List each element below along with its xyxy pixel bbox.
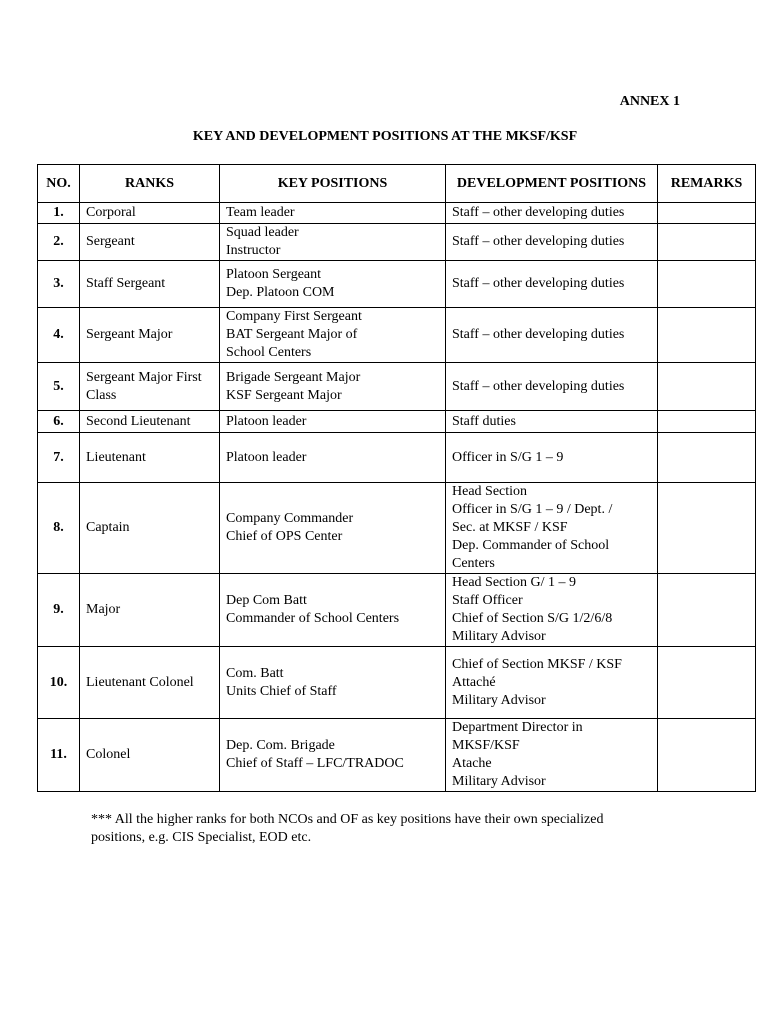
table-row (38, 433, 756, 483)
key-positions-cell (220, 647, 446, 719)
row-number: 11. (38, 719, 80, 792)
row-number: 6. (38, 411, 80, 433)
development-positions-cell-line: Military Advisor (452, 774, 546, 789)
rank-cell-line: Captain (86, 520, 130, 535)
development-positions-cell-line: MKSF/KSF (452, 738, 520, 753)
development-positions-cell (446, 203, 658, 224)
development-positions-cell (446, 363, 658, 411)
key-positions-cell-line: Chief of Staff – LFC/TRADOC (226, 756, 404, 771)
row-number: 5. (38, 363, 80, 411)
rank-cell-line: Sergeant Major First (86, 369, 202, 385)
column-header-development-positions: DEVELOPMENT POSITIONS (446, 165, 658, 203)
development-positions-cell-line: Staff – other developing duties (452, 276, 625, 291)
annex-label: ANNEX 1 (619, 94, 680, 109)
remarks-cell (658, 203, 756, 224)
development-positions-cell-line: Staff – other developing duties (452, 205, 625, 220)
key-positions-cell-line: Dep Com Batt (226, 593, 307, 608)
footnote (91, 811, 671, 847)
row-number: 7. (38, 433, 80, 483)
key-positions-cell-line: Platoon leader (226, 449, 307, 465)
row-number: 8. (38, 483, 80, 574)
development-positions-cell (446, 483, 658, 574)
table-row (38, 308, 756, 363)
column-header-no: NO. (38, 165, 80, 203)
column-header-ranks: RANKS (80, 165, 220, 203)
development-positions-cell (446, 261, 658, 308)
development-positions-cell (446, 224, 658, 261)
rank-cell-line: Lieutenant (86, 449, 146, 465)
rank-cell (80, 363, 220, 411)
remarks-cell (658, 433, 756, 483)
remarks-cell (658, 574, 756, 647)
rank-cell (80, 483, 220, 574)
key-positions-cell (220, 224, 446, 261)
table-row (38, 719, 756, 792)
remarks-cell (658, 483, 756, 574)
remarks-cell (658, 261, 756, 308)
column-header-remarks: REMARKS (658, 165, 756, 203)
table-row (38, 647, 756, 719)
table-row (38, 261, 756, 308)
development-positions-cell-line: Head Section (452, 484, 528, 499)
key-positions-cell-line: Dep. Platoon COM (226, 285, 335, 300)
row-number: 9. (38, 574, 80, 647)
key-positions-cell-line: Instructor (226, 243, 281, 258)
key-positions-cell-line: Platoon leader (226, 413, 307, 429)
development-positions-cell (446, 719, 658, 792)
development-positions-cell (446, 308, 658, 363)
row-number: 1. (38, 203, 80, 224)
table-header-row (38, 165, 756, 203)
development-positions-cell-line: Officer in S/G 1 – 9 / Dept. / (452, 502, 613, 517)
table-row (38, 203, 756, 224)
development-positions-cell (446, 411, 658, 433)
development-positions-cell-line: Head Section G/ 1 – 9 (452, 575, 577, 590)
key-positions-cell (220, 203, 446, 224)
development-positions-cell-line: Officer in S/G 1 – 9 (452, 449, 564, 465)
table-row (38, 224, 756, 261)
rank-cell (80, 647, 220, 719)
table-row (38, 411, 756, 433)
rank-cell-line: Sergeant (86, 234, 135, 249)
remarks-cell (658, 647, 756, 719)
key-positions-cell-line: Dep. Com. Brigade (226, 738, 335, 753)
rank-cell (80, 224, 220, 261)
development-positions-cell-line: Department Director in (452, 720, 583, 735)
key-positions-cell-line: Units Chief of Staff (226, 683, 337, 699)
key-positions-cell (220, 433, 446, 483)
development-positions-cell-line: Dep. Commander of School (452, 538, 610, 553)
development-positions-cell-line: Centers (452, 556, 495, 571)
footnote-line: positions, e.g. CIS Specialist, EOD etc. (91, 830, 312, 845)
development-positions-cell-line: Chief of Section S/G 1/2/6/8 (452, 611, 613, 626)
key-positions-cell-line: Company Commander (226, 511, 354, 526)
development-positions-cell-line: Staff – other developing duties (452, 327, 625, 342)
key-positions-cell-line: Company First Sergeant (226, 309, 362, 324)
development-positions-cell-line: Atache (452, 756, 492, 771)
rank-cell-line: Major (86, 602, 121, 617)
development-positions-cell-line: Military Advisor (452, 692, 546, 708)
key-positions-cell (220, 261, 446, 308)
key-positions-cell (220, 574, 446, 647)
rank-cell (80, 308, 220, 363)
rank-cell-line: Staff Sergeant (86, 276, 166, 291)
key-positions-cell (220, 719, 446, 792)
table-row (38, 483, 756, 574)
development-positions-cell-line: Staff Officer (452, 593, 523, 608)
development-positions-cell-line: Staff – other developing duties (452, 234, 625, 249)
rank-cell-line: Class (86, 387, 117, 403)
key-positions-cell-line: BAT Sergeant Major of (226, 327, 358, 342)
key-positions-cell-line: Com. Batt (226, 665, 284, 681)
key-positions-cell-line: KSF Sergeant Major (226, 387, 342, 403)
development-positions-cell-line: Attaché (452, 674, 496, 690)
rank-cell-line: Colonel (86, 747, 131, 762)
key-positions-cell (220, 363, 446, 411)
table-row (38, 574, 756, 647)
development-positions-cell (446, 433, 658, 483)
rank-cell (80, 719, 220, 792)
row-number: 3. (38, 261, 80, 308)
rank-cell (80, 574, 220, 647)
key-positions-cell-line: School Centers (226, 345, 312, 360)
key-positions-cell (220, 483, 446, 574)
development-positions-cell-line: Sec. at MKSF / KSF (452, 520, 568, 535)
key-positions-cell (220, 411, 446, 433)
development-positions-cell-line: Staff – other developing duties (452, 378, 625, 394)
development-positions-cell-line: Military Advisor (452, 629, 546, 644)
key-positions-cell-line: Brigade Sergeant Major (226, 369, 361, 385)
remarks-cell (658, 224, 756, 261)
rank-cell (80, 203, 220, 224)
rank-cell (80, 411, 220, 433)
column-header-key-positions: KEY POSITIONS (220, 165, 446, 203)
remarks-cell (658, 308, 756, 363)
development-positions-cell (446, 574, 658, 647)
development-positions-cell-line: Staff duties (452, 413, 516, 429)
remarks-cell (658, 363, 756, 411)
positions-table (37, 164, 756, 792)
key-positions-cell-line: Commander of School Centers (226, 611, 400, 626)
document-title: KEY AND DEVELOPMENT POSITIONS AT THE MKSF/KSF (192, 129, 578, 144)
rank-cell-line: Sergeant Major (86, 327, 173, 342)
remarks-cell (658, 411, 756, 433)
key-positions-cell-line: Platoon Sergeant (226, 267, 322, 282)
key-positions-cell (220, 308, 446, 363)
remarks-cell (658, 719, 756, 792)
rank-cell (80, 433, 220, 483)
key-positions-cell-line: Squad leader (226, 225, 299, 240)
footnote-line: *** All the higher ranks for both NCOs and OF as key positions have their own specialized (91, 812, 604, 827)
development-positions-cell (446, 647, 658, 719)
rank-cell-line: Second Lieutenant (86, 413, 191, 429)
rank-cell (80, 261, 220, 308)
rank-cell-line: Lieutenant Colonel (86, 674, 194, 690)
rank-cell-line: Corporal (86, 205, 136, 220)
row-number: 4. (38, 308, 80, 363)
row-number: 2. (38, 224, 80, 261)
table-row (38, 363, 756, 411)
key-positions-cell-line: Team leader (226, 205, 295, 220)
table-body (38, 203, 756, 792)
row-number: 10. (38, 647, 80, 719)
development-positions-cell-line: Chief of Section MKSF / KSF (452, 656, 622, 672)
key-positions-cell-line: Chief of OPS Center (226, 529, 343, 544)
